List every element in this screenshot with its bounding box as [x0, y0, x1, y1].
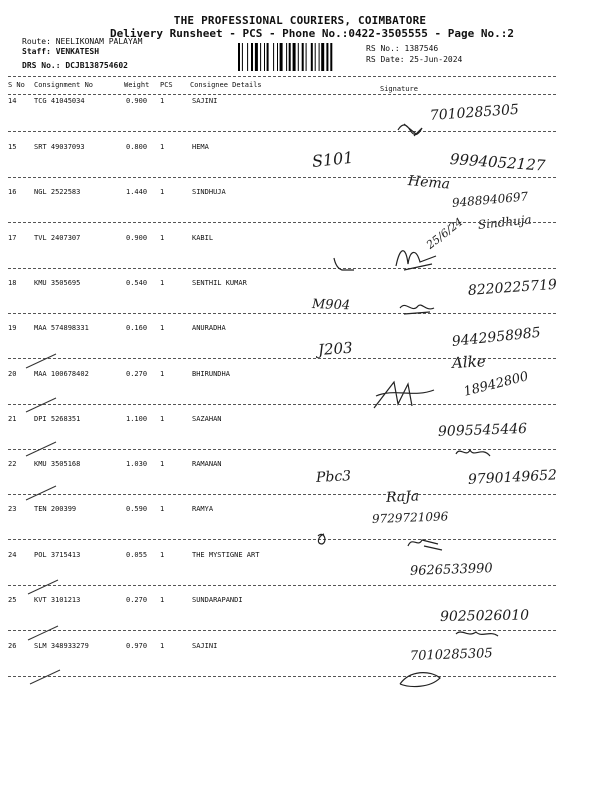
row-divider — [8, 131, 556, 132]
row-divider — [8, 585, 556, 586]
rs-date: RS Date: 25-Jun-2024 — [366, 55, 463, 64]
row-pcs: 1 — [160, 279, 165, 287]
signature-scribble — [398, 120, 468, 160]
check-mark — [26, 442, 66, 462]
signature-scribble — [400, 300, 470, 340]
handwritten-note: 7010285305 — [409, 646, 493, 664]
handwritten-note: RaJa — [385, 488, 420, 506]
company-title: THE PROFESSIONAL COURIERS, COIMBATORE — [173, 14, 427, 27]
row-pcs: 1 — [160, 370, 165, 378]
check-mark — [28, 626, 68, 646]
row-consignment-no: DPI 5268351 — [34, 415, 81, 423]
row-consignee: SENTHIL KUMAR — [192, 279, 247, 287]
row-pcs: 1 — [160, 551, 165, 559]
signature-scribble — [318, 532, 388, 572]
row-sno: 26 — [8, 642, 17, 650]
signature-scribble — [408, 536, 478, 576]
row-sno: 17 — [8, 234, 17, 242]
header-rule-bottom — [8, 94, 556, 95]
check-mark — [28, 580, 68, 600]
row-pcs: 1 — [160, 97, 165, 105]
row-consignee: SAZAHAN — [192, 415, 222, 423]
row-consignment-no: KMU 3505695 — [34, 279, 81, 287]
col-weight: Weight — [124, 81, 150, 89]
handwritten-note: 9442958985 — [451, 324, 542, 350]
check-mark — [26, 354, 66, 374]
row-consignee: SUNDARAPANDI — [192, 596, 243, 604]
row-weight: 0.270 — [126, 370, 148, 378]
row-weight: 1.100 — [126, 415, 148, 423]
handwritten-note: 7010285305 — [429, 101, 520, 124]
row-consignment-no: MAA 574898331 — [34, 324, 89, 332]
row-pcs: 1 — [160, 460, 165, 468]
row-weight: 0.800 — [126, 143, 148, 151]
signature-scribble — [400, 670, 470, 710]
signature-scribble — [374, 378, 444, 418]
signature-scribble — [334, 258, 404, 298]
row-divider — [8, 268, 556, 269]
row-consignment-no: POL 3715413 — [34, 551, 81, 559]
row-sno: 21 — [8, 415, 17, 423]
row-consignee: SAJINI — [192, 97, 218, 105]
row-pcs: 1 — [160, 188, 165, 196]
row-weight: 0.270 — [126, 596, 148, 604]
row-consignment-no: MAA 100678402 — [34, 370, 89, 378]
row-pcs: 1 — [160, 642, 165, 650]
row-sno: 25 — [8, 596, 17, 604]
col-signature: Signature — [380, 85, 418, 93]
handwritten-note: 9994052127 — [449, 150, 546, 175]
runsheet-subtitle: Delivery Runsheet - PCS - Phone No.:0422-3505555 - Page No.:2 — [110, 27, 514, 40]
handwritten-note: J203 — [317, 338, 354, 359]
handwritten-note: 9790149652 — [467, 467, 558, 488]
row-sno: 14 — [8, 97, 17, 105]
row-consignment-no: KVT 3101213 — [34, 596, 81, 604]
row-weight: 0.590 — [126, 505, 148, 513]
row-consignee: SAJINI — [192, 642, 218, 650]
col-pcs: PCS — [160, 81, 173, 89]
row-divider — [8, 358, 556, 359]
row-consignment-no: TEN 200399 — [34, 505, 77, 513]
handwritten-note: 8220225719 — [467, 276, 558, 299]
row-weight: 0.970 — [126, 642, 148, 650]
row-pcs: 1 — [160, 596, 165, 604]
row-consignee: RAMANAN — [192, 460, 222, 468]
signature-scribble — [456, 628, 526, 668]
row-sno: 19 — [8, 324, 17, 332]
row-consignee: HEMA — [192, 143, 209, 151]
handwritten-note: S101 — [311, 147, 355, 171]
col-sno: S No — [8, 81, 25, 89]
check-mark — [30, 670, 70, 690]
row-weight: 0.055 — [126, 551, 148, 559]
row-weight: 0.900 — [126, 234, 148, 242]
col-consignee: Consignee Details — [190, 81, 262, 89]
row-consignee: BHIRUNDHA — [192, 370, 230, 378]
handwritten-note: 9626533990 — [409, 561, 493, 579]
row-consignee: RAMYA — [192, 505, 214, 513]
barcode — [238, 43, 358, 71]
handwritten-note: Hema — [407, 173, 451, 193]
row-pcs: 1 — [160, 415, 165, 423]
handwritten-note: Pbc3 — [315, 468, 352, 486]
handwritten-note: 18942800 — [462, 369, 531, 400]
handwritten-note: 25/6/24 — [423, 215, 466, 252]
signature-scribble — [456, 446, 526, 486]
row-pcs: 1 — [160, 234, 165, 242]
handwritten-note: Alke — [451, 352, 487, 372]
row-consignment-no: KMU 3505168 — [34, 460, 81, 468]
row-consignee: SINDHUJA — [192, 188, 226, 196]
handwritten-note: 9488940697 — [451, 189, 529, 210]
row-sno: 23 — [8, 505, 17, 513]
handwritten-note: 9729721096 — [371, 509, 449, 526]
row-divider — [8, 313, 556, 314]
route-label: Route: NEELIKONAM PALAYAM — [22, 37, 143, 46]
row-sno: 16 — [8, 188, 17, 196]
row-sno: 20 — [8, 370, 17, 378]
row-consignee: ANURADHA — [192, 324, 226, 332]
check-mark — [26, 398, 66, 418]
handwritten-note: Sindhuja — [477, 212, 533, 232]
row-weight: 1.440 — [126, 188, 148, 196]
handwritten-note: 9025026010 — [439, 607, 530, 625]
drs-number: DRS No.: DCJB138754602 — [22, 61, 128, 70]
row-sno: 15 — [8, 143, 17, 151]
check-mark — [26, 486, 66, 506]
row-divider — [8, 404, 556, 405]
handwritten-note: 9095545446 — [437, 420, 528, 440]
signature-scribble — [396, 246, 466, 286]
row-consignment-no: TCG 41045034 — [34, 97, 85, 105]
handwritten-note: M904 — [311, 297, 351, 314]
row-sno: 18 — [8, 279, 17, 287]
row-consignment-no: SLM 348933279 — [34, 642, 89, 650]
row-weight: 0.900 — [126, 97, 148, 105]
row-consignment-no: SRT 49037093 — [34, 143, 85, 151]
row-pcs: 1 — [160, 143, 165, 151]
row-consignee: THE MYSTIGNE ART — [192, 551, 260, 559]
row-divider — [8, 676, 556, 677]
row-divider — [8, 222, 556, 223]
staff-label: Staff: VENKATESH — [22, 47, 100, 56]
row-pcs: 1 — [160, 505, 165, 513]
row-weight: 0.540 — [126, 279, 148, 287]
row-pcs: 1 — [160, 324, 165, 332]
header-rule-top — [8, 76, 556, 77]
row-consignment-no: NGL 2522583 — [34, 188, 81, 196]
row-sno: 24 — [8, 551, 17, 559]
row-consignee: KABIL — [192, 234, 214, 242]
row-consignment-no: TVL 2407307 — [34, 234, 81, 242]
row-weight: 0.160 — [126, 324, 148, 332]
col-consignment: Consignment No — [34, 81, 94, 89]
row-divider — [8, 177, 556, 178]
rs-number: RS No.: 1387546 — [366, 44, 439, 53]
row-divider — [8, 494, 556, 495]
row-weight: 1.030 — [126, 460, 148, 468]
row-sno: 22 — [8, 460, 17, 468]
